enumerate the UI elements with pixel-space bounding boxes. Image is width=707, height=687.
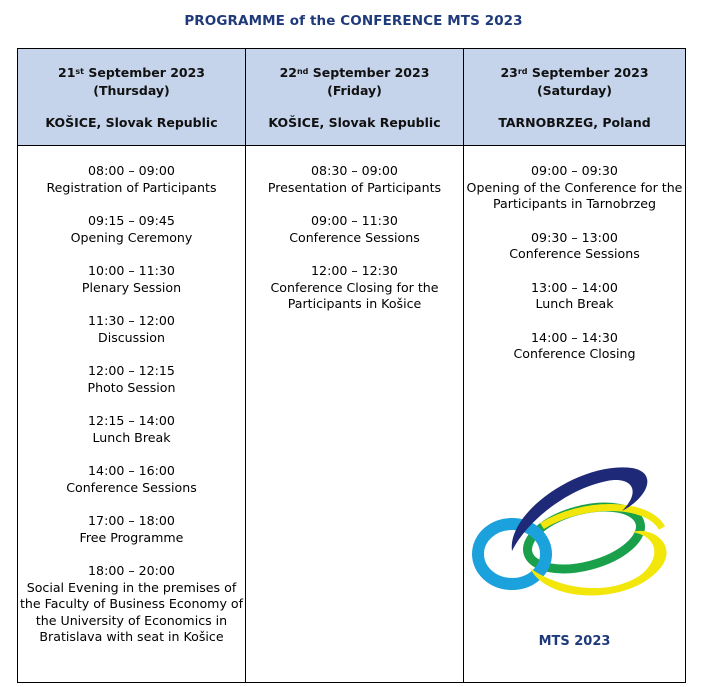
schedule-item: [246, 213, 463, 246]
day-header-2: [246, 49, 464, 146]
schedule-day-1: [18, 146, 246, 683]
item-time: 10:00 – 11:30: [88, 263, 175, 278]
day-date: 22nd September 2023: [279, 65, 430, 80]
item-time: 09:00 – 09:30: [531, 163, 618, 178]
mts-logo-icon: [472, 456, 678, 606]
item-description: Lunch Break: [535, 296, 614, 311]
item-description: Opening Ceremony: [70, 229, 193, 245]
schedule-item: [18, 563, 245, 646]
day-header-3: [464, 49, 686, 146]
schedule-day-3: [464, 146, 686, 683]
day-weekday: (Thursday): [93, 83, 170, 98]
schedule-day-2: [246, 146, 464, 683]
day-city: TARNOBRZEG, Poland: [498, 115, 651, 130]
schedule-item: [18, 163, 245, 196]
day-header-1: [18, 49, 246, 146]
schedule-item: [246, 163, 463, 196]
item-description: Presentation of Participants: [267, 179, 442, 195]
page-title: PROGRAMME of the CONFERENCE MTS 2023: [184, 13, 523, 29]
item-description: Photo Session: [87, 379, 176, 395]
schedule-item: [464, 280, 685, 313]
item-description: Conference Closing for the Participants in Košice: [270, 279, 439, 311]
item-time: 09:30 – 13:00: [531, 229, 618, 245]
schedule-item: [464, 163, 685, 213]
item-time: 09:15 – 09:45: [88, 213, 175, 228]
item-time: 12:00 – 12:30: [311, 263, 398, 278]
schedule-row: [18, 146, 686, 683]
day-city: KOŠICE, Slovak Republic: [45, 115, 218, 130]
item-description: Lunch Break: [92, 429, 171, 445]
schedule-item: [18, 463, 245, 496]
schedule-item: [18, 263, 245, 296]
programme-table: [17, 48, 686, 683]
item-description: Conference Sessions: [66, 479, 197, 495]
header-row: [18, 49, 686, 146]
item-time: 08:30 – 09:00: [311, 163, 398, 178]
schedule-item: [18, 413, 245, 446]
item-time: 11:30 – 12:00: [88, 313, 175, 328]
item-time: 09:00 – 11:30: [311, 213, 398, 228]
day-date: 23rd September 2023: [500, 65, 649, 80]
item-time: 14:00 – 14:30: [531, 329, 618, 345]
item-time: 18:00 – 20:00: [88, 563, 175, 578]
day-city: KOŠICE, Slovak Republic: [268, 115, 441, 130]
logo-label: MTS 2023: [538, 634, 611, 649]
schedule-item: [246, 263, 463, 313]
item-time: 12:15 – 14:00: [88, 413, 175, 428]
day-weekday: (Friday): [327, 83, 382, 98]
item-description: Conference Sessions: [509, 246, 640, 261]
schedule-item: [464, 330, 685, 363]
item-description: Conference Sessions: [289, 229, 420, 245]
item-time: 13:00 – 14:00: [531, 279, 618, 295]
schedule-item: [18, 513, 245, 546]
schedule-item: [464, 230, 685, 263]
item-description: Free Programme: [79, 529, 184, 545]
item-description: Opening of the Conference for the Participants in Tarnobrzeg: [466, 179, 683, 211]
item-description: Registration of Participants: [46, 179, 217, 195]
item-time: 12:00 – 12:15: [88, 363, 175, 378]
item-description: Social Evening in the premises of the Faculty of Business Economy of the University of Economics in Bratislava with seat in Košice: [19, 579, 244, 644]
schedule-item: [18, 363, 245, 396]
item-description: Plenary Session: [81, 279, 182, 295]
item-time: 08:00 – 09:00: [88, 163, 175, 178]
schedule-item: [18, 213, 245, 246]
day-date: 21st September 2023: [58, 65, 205, 80]
day-weekday: (Saturday): [536, 83, 613, 98]
item-description: Discussion: [98, 329, 165, 345]
schedule-item: [18, 313, 245, 346]
item-time: 17:00 – 18:00: [88, 513, 175, 528]
item-description: Conference Closing: [513, 346, 636, 361]
item-time: 14:00 – 16:00: [88, 463, 175, 478]
